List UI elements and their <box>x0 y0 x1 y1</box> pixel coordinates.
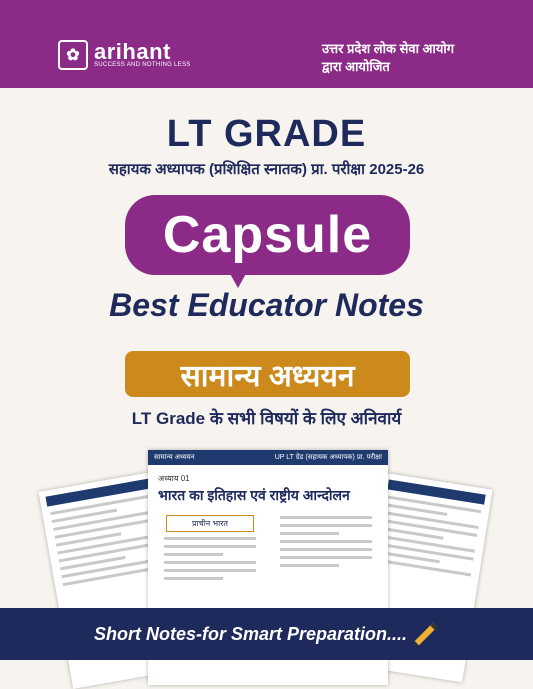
chapter-title: भारत का इतिहास एवं राष्ट्रीय आन्दोलन <box>158 487 350 503</box>
top-banner <box>0 0 533 88</box>
text-line <box>280 564 339 567</box>
preview-column-left <box>156 511 264 585</box>
preview-column-right <box>272 511 380 585</box>
organizer-line-2: द्वारा आयोजित <box>322 59 390 74</box>
text-line <box>280 556 372 559</box>
footer-text: Short Notes-for Smart Preparation.... <box>93 623 408 644</box>
section-heading: प्राचीन भारत <box>166 515 254 532</box>
text-line <box>164 577 223 580</box>
publisher-logo <box>58 40 191 70</box>
preview-header <box>148 450 388 465</box>
text-line <box>280 532 339 535</box>
brand-name: arihant <box>94 39 171 64</box>
tagline: LT Grade के सभी विषयों के लिए अनिवार्य <box>131 409 402 428</box>
text-line <box>280 524 372 527</box>
preview-header-right: UP LT ग्रेड (सहायक अध्यापक) प्रा. परीक्षा <box>274 454 382 461</box>
text-line <box>164 545 256 548</box>
text-line <box>164 561 256 564</box>
brand-tagline: SUCCESS AND NOTHING LESS <box>94 62 191 68</box>
text-line <box>164 569 256 572</box>
exam-subtitle: सहायक अध्यापक (प्रशिक्षित स्नातक) प्रा. परीक्षा 2025-26 <box>108 161 425 178</box>
capsule-badge: Capsule <box>125 195 410 275</box>
page-title: LT GRADE <box>166 113 367 155</box>
text-line <box>164 553 223 556</box>
educator-notes-heading: Best Educator Notes <box>109 287 424 323</box>
organizer <box>322 40 497 76</box>
text-line <box>378 559 471 577</box>
subject-banner: सामान्य अध्ययन <box>125 351 410 397</box>
text-line <box>280 548 372 551</box>
footer-banner <box>0 608 533 660</box>
preview-columns <box>156 511 380 585</box>
arihant-logo-icon: ✿ <box>58 40 88 70</box>
speech-tail <box>228 270 248 288</box>
text-line <box>164 537 256 540</box>
organizer-line-1: उत्तर प्रदेश लोक सेवा आयोग <box>322 41 455 56</box>
preview-header-left: सामान्य अध्ययन <box>154 454 195 461</box>
text-line <box>280 540 372 543</box>
text-line <box>280 516 372 519</box>
chapter-number: अध्याय 01 <box>158 474 190 483</box>
pencil-icon <box>415 623 438 646</box>
